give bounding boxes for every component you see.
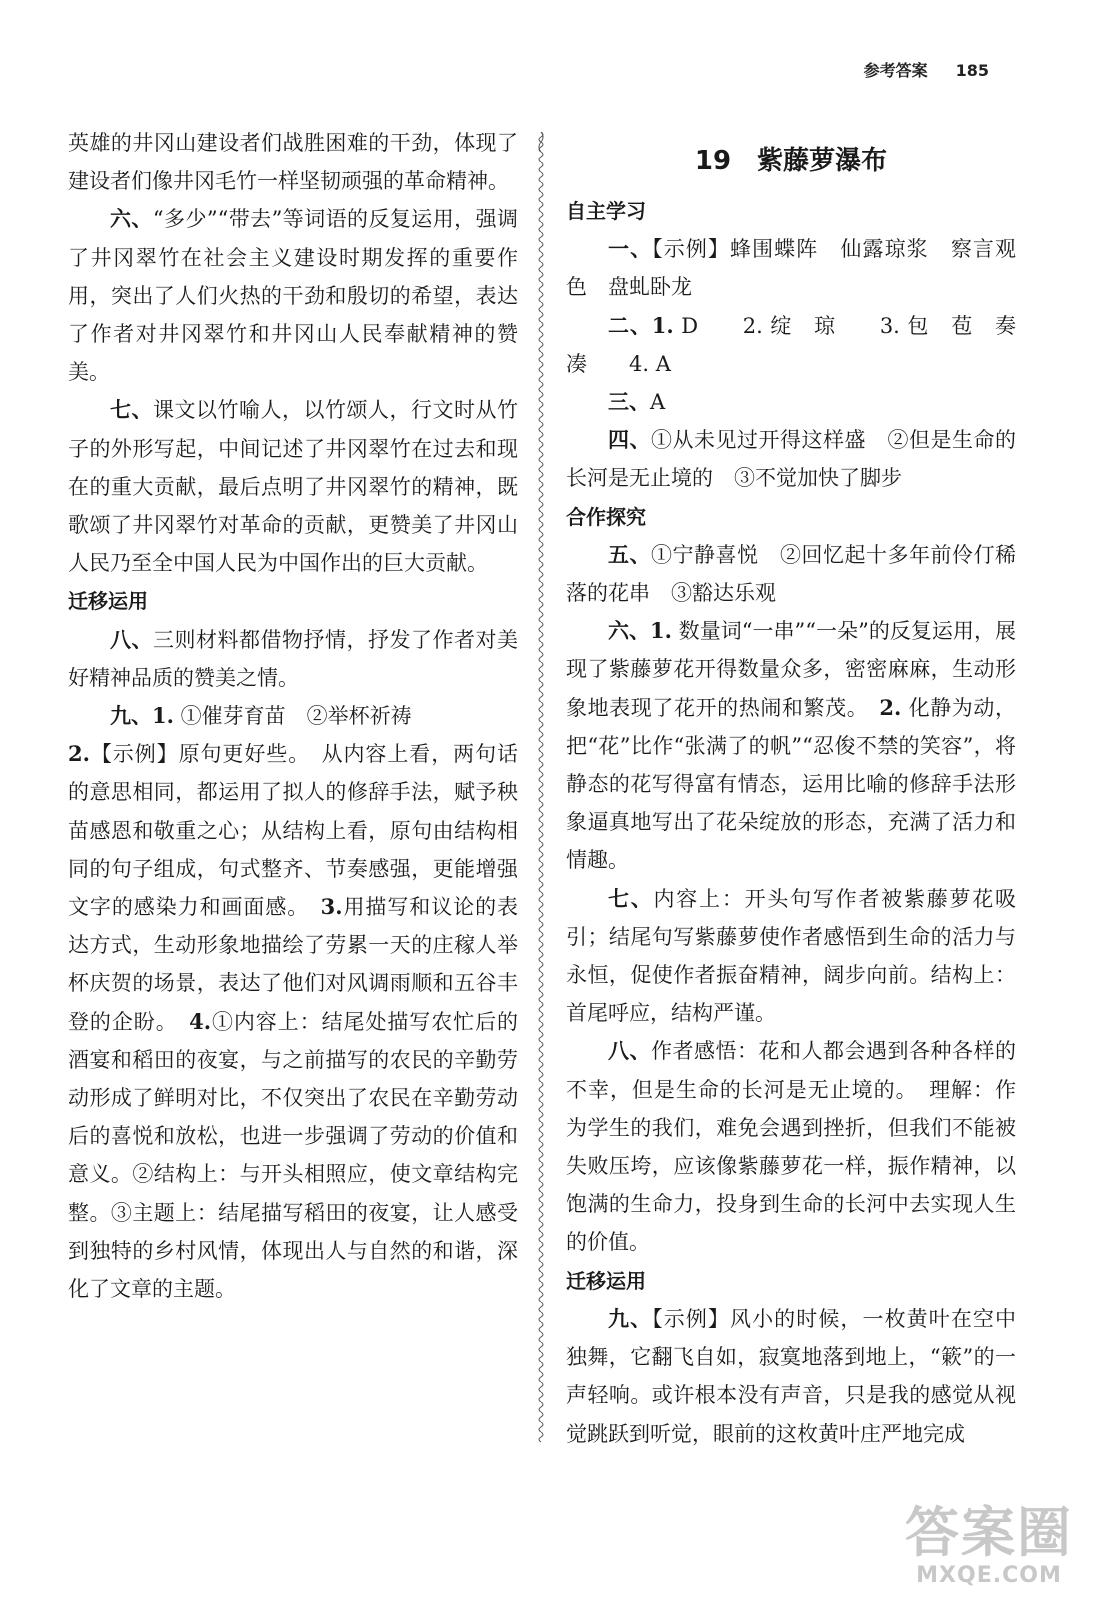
left-column bbox=[68, 124, 518, 1308]
watermark-url: MXQE.COM bbox=[916, 1563, 1062, 1588]
watermark-logo bbox=[905, 1503, 1073, 1588]
paragraph: 六、1. 数量词“一串”“一朵”的反复运用，展现了紫藤萝花开得数量众多，密密麻麻，生动形象地表现了花开的热闹和繁茂。 2. 化静为动，把“花”比作“张满了的帆”“忍俊不禁的笑容”，将静态的花写得富有情态，运用比喻的修辞手法形象逼真地写出了花朵绽放的形态，充满了活力和情趣。 bbox=[566, 618, 1016, 873]
paragraph: 五、①宁静喜悦 ②回忆起十多年前伶仃稀落的花串 ③豁达乐观 bbox=[566, 541, 1016, 606]
paragraph: 九、【示例】风小的时候，一枚黄叶在空中独舞，它翻飞自如，寂寞地落到地上，“簌”的一声轻响。或许根本没有声音，只是我的感觉从视觉跳跃到听觉，眼前的这枚黄叶庄严地完成 bbox=[566, 1305, 1017, 1446]
paragraph: 二、1. D 2. 绽 琼 3. 包 苞 奏 凑 4. A bbox=[566, 312, 1037, 376]
paragraph: 七、内容上：开头句写作者被紫藤萝花吸引；结尾句写紫藤萝使作者感悟到生命的活力与永恒，促使作者振奋精神，阔步向前。结构上：首尾呼应，结构严谨。 bbox=[566, 885, 1017, 1026]
header-section: 参考答案 bbox=[863, 61, 928, 80]
section-heading: 自主学习 bbox=[566, 199, 646, 223]
paragraph: 九、1. ①催芽育苗 ②举杯祈祷 bbox=[110, 703, 412, 729]
page-number: 185 bbox=[955, 61, 989, 80]
paragraph: 英雄的井冈山建设者们战胜困难的干劲，体现了建设者们像井冈毛竹一样坚韧顽强的革命精神。 bbox=[68, 131, 518, 194]
paragraph: 七、课文以竹喻人，以竹颂人，行文时从竹子的外形写起，中间记述了井冈翠竹在过去和现在的重大贡献，最后点明了井冈翠竹的精神，既歌颂了井冈翠竹对革命的贡献，更赞美了井冈山人民乃至全中国人民为中国作出的巨大贡献。 bbox=[68, 397, 518, 576]
column-divider bbox=[536, 132, 546, 1442]
page-header bbox=[864, 58, 989, 81]
paragraph: 一、【示例】蜂围蝶阵 仙露琼浆 察言观色 盘虬卧龙 bbox=[566, 236, 1017, 300]
lesson-title: 19 紫藤萝瀑布 bbox=[694, 146, 888, 176]
section-heading: 合作探究 bbox=[566, 504, 646, 529]
paragraph: 八、三则材料都借物抒情，抒发了作者对美好精神品质的赞美之情。 bbox=[68, 626, 518, 690]
section-heading: 迁移运用 bbox=[68, 589, 148, 614]
paragraph: 三、A bbox=[608, 389, 666, 415]
paragraph: 八、作者感悟：花和人都会遇到各种各样的不幸，但是生命的长河是无止境的。 理解：作为学生的我们，难免会遇到挫折，但我们不能被失败压垮，应该像紫藤萝花一样，振作精神，以饱满的生命力，投身到生命的长河中去实现人生的价值。 bbox=[566, 1038, 1016, 1255]
paragraph: 四、①从未见过开得这样盛 ②但是生命的长河是无止境的 ③不觉加快了脚步 bbox=[566, 427, 1016, 491]
paragraph: 2.【示例】原句更好些。 从内容上看，两句话的意思相同，都运用了拟人的修辞手法，赋予秧苗感恩和敬重之心；从结构上看，原句由结构相同的句子组成，句式整齐、节奏感强，更能增强文字的感染力和画面感。 3.用描写和议论的表达方式，生动形象地描绘了劳累一天的庄稼人举杯庆贺的场景，表达了他们对风调雨顺和五谷丰登的企盼。 4.①内容上：结尾处描写农忙后的酒宴和稻田的夜宴，与之前描写的农民的辛勤劳动形成了鲜明对比，不仅突出了农民在辛勤劳动后的喜悦和放松，也进一步强调了劳动的价值和意义。②结构上：与开头相照应，使文章结构完整。③主题上：结尾描写稻田的夜宴，让人感受到独特的乡村风情，体现出人与自然的和谐，深化了文章的主题。 bbox=[68, 741, 519, 1302]
paragraph: 六、“多少”“带去”等词语的反复运用，强调了井冈翠竹在社会主义建设时期发挥的重要作用，突出了人们火热的干劲和殷切的希望，表达了作者对井冈翠竹和井冈山人民奉献精神的赞美。 bbox=[68, 206, 519, 385]
right-column bbox=[566, 124, 1037, 1453]
section-heading: 迁移运用 bbox=[566, 1268, 646, 1293]
watermark-text: 答案圈 bbox=[905, 1501, 1073, 1564]
